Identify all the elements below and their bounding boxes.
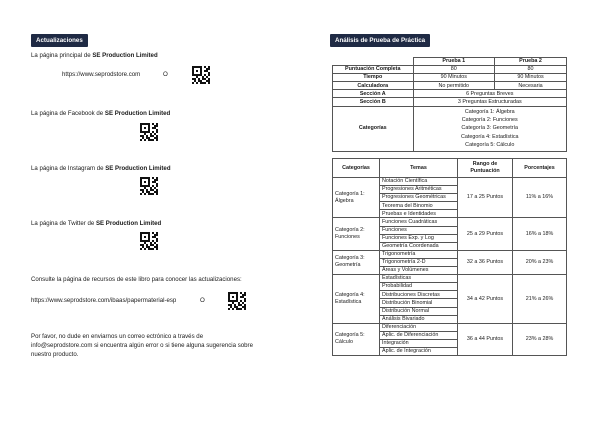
topic-cell: Pruebas e Identidades [380, 210, 458, 218]
topic-cell: Progresiones Geométricas [380, 194, 458, 202]
range-cell: 36 a 44 Puntos [458, 323, 513, 355]
table-row [333, 74, 567, 82]
topic-cell: Diferenciación [380, 323, 458, 331]
facebook-brand: SE Production Limited [104, 110, 171, 117]
topic-cell: Teorema del Binomio [380, 202, 458, 210]
row-label: Tiempo [333, 74, 414, 82]
topic-cell: Análisis Bivariado [380, 315, 458, 323]
contact-line-1: Por favor, no dude en enviarnos un correo ectrónico a través de [31, 333, 204, 340]
column-header: Temas [380, 159, 458, 178]
twitter-text [31, 220, 161, 228]
right-page [300, 0, 600, 424]
row-label: Calculadora [333, 82, 414, 90]
instagram-text [31, 165, 171, 173]
row-label: Sección B [333, 98, 414, 106]
row-label: Categorías [333, 106, 414, 151]
topic-cell: Distribución Binomial [380, 299, 458, 307]
topic-cell: Geometría Coordenada [380, 242, 458, 250]
column-header: Porcentajes [513, 159, 567, 178]
range-cell: 25 a 29 Puntos [458, 218, 513, 250]
percent-cell: 23% a 28% [513, 323, 567, 355]
range-cell: 34 a 42 Puntos [458, 275, 513, 324]
cell: 6 Preguntas Breves [413, 90, 567, 98]
topic-cell: Trigonometría 2-D [380, 258, 458, 266]
table-row [333, 275, 567, 283]
table-row [333, 66, 567, 74]
qr-code-icon[interactable] [140, 177, 158, 195]
topic-cell: Progresiones Aritméticas [380, 186, 458, 194]
percent-cell: 20% a 23% [513, 250, 567, 274]
table-row [333, 250, 567, 258]
topic-cell: Integración [380, 339, 458, 347]
table-row [333, 90, 567, 98]
facebook-prefix: La página de Facebook de [31, 110, 105, 117]
topic-cell: Funciones Cuadráticas [380, 218, 458, 226]
qr-code-icon[interactable] [140, 232, 158, 250]
main-page-or: O [163, 71, 168, 78]
percent-cell: 21% a 26% [513, 275, 567, 324]
category-cell: Categoría 1: Álgebra [333, 178, 380, 218]
topic-cell: Aplic. de Diferenciación [380, 331, 458, 339]
category-cell: Categoría 4: Estadística [333, 275, 380, 324]
topic-cell: Aplic. de Integración [380, 347, 458, 355]
table-row [333, 178, 567, 186]
category-item: Categoría 3: Geometría [461, 125, 519, 132]
instagram-prefix: La página de Instagram de [31, 165, 106, 172]
topic-cell: Notación Científica [380, 178, 458, 186]
column-header: Rango de Puntuación [458, 159, 513, 178]
range-cell: 32 a 36 Puntos [458, 250, 513, 274]
topic-cell: Áreas y Volúmenes [380, 267, 458, 275]
facebook-text [31, 110, 170, 118]
resources-text: Consulte la página de recursos de este libro para conocer las actualizaciones: [31, 276, 242, 283]
row-label: Sección A [333, 90, 414, 98]
row-label: Puntuación Completa [333, 66, 414, 74]
main-page-brand: SE Production Limited [92, 52, 158, 59]
contact-line-2: info@seprodstore.com si encuentra algún error o si tiene alguna sugerencia sobre [31, 342, 253, 349]
category-cell: Categoría 5: Cálculo [333, 323, 380, 355]
cell: 80 [413, 66, 495, 74]
main-page-url[interactable]: https://www.seprodstore.com [62, 71, 141, 78]
column-header: Categorías [333, 159, 380, 178]
topic-cell: Probabilidad [380, 283, 458, 291]
categories-cell [413, 106, 567, 151]
percent-cell: 16% a 18% [513, 218, 567, 250]
category-cell: Categoría 2: Funciones [333, 218, 380, 250]
category-item: Categoría 2: Funciones [461, 116, 518, 123]
qr-code-icon[interactable] [228, 292, 246, 310]
topic-cell: Estadísticas [380, 275, 458, 283]
main-page-text [31, 52, 158, 60]
cell: Necesaria [495, 82, 567, 90]
table-row [333, 98, 567, 106]
percent-cell: 11% a 16% [513, 178, 567, 218]
topic-cell: Trigonometría [380, 250, 458, 258]
resources-or: O [200, 297, 205, 304]
cell: 90 Minutos [413, 74, 495, 82]
table-row [333, 106, 567, 151]
qr-code-icon[interactable] [192, 66, 210, 84]
test-summary-table [332, 57, 567, 152]
table-row [333, 323, 567, 331]
category-item: Categoría 5: Cálculo [465, 142, 515, 149]
test2-header: Prueba 2 [495, 58, 567, 66]
topic-cell: Distribuciones Discretas [380, 291, 458, 299]
test1-header: Prueba 1 [413, 58, 495, 66]
cell: No permitido [413, 82, 495, 90]
topic-cell: Distribución Normal [380, 307, 458, 315]
cell: 80 [495, 66, 567, 74]
category-item: Categoría 4: Estadística [460, 133, 519, 140]
cell: 3 Preguntas Estructuradas [413, 98, 567, 106]
topic-cell: Funciones [380, 226, 458, 234]
main-page-prefix: La página principal de [31, 52, 93, 59]
topics-table [332, 158, 567, 356]
twitter-prefix: La página de Twitter de [31, 220, 96, 227]
instagram-brand: SE Production Limited [105, 165, 171, 172]
resources-url[interactable]: https://www.seprodstore.com/ibaas/papermaterial-esp [31, 297, 177, 304]
analysis-header: Análisis de Prueba de Práctica [330, 34, 430, 47]
contact-line-3: nuestro producto. [31, 351, 79, 358]
table-row [333, 58, 567, 66]
topic-cell: Funciones Exp. y Log [380, 234, 458, 242]
table-row [333, 218, 567, 226]
category-item: Categoría 1: Álgebra [464, 108, 515, 115]
twitter-brand: SE Production Limited [95, 220, 162, 227]
table-row [333, 82, 567, 90]
range-cell: 17 a 25 Puntos [458, 178, 513, 218]
table-header-row [333, 159, 567, 178]
updates-header: Actualizaciones [31, 34, 88, 47]
category-cell: Categoría 3: Geometría [333, 250, 380, 274]
qr-code-icon[interactable] [140, 123, 158, 141]
cell: 90 Minutos [495, 74, 567, 82]
